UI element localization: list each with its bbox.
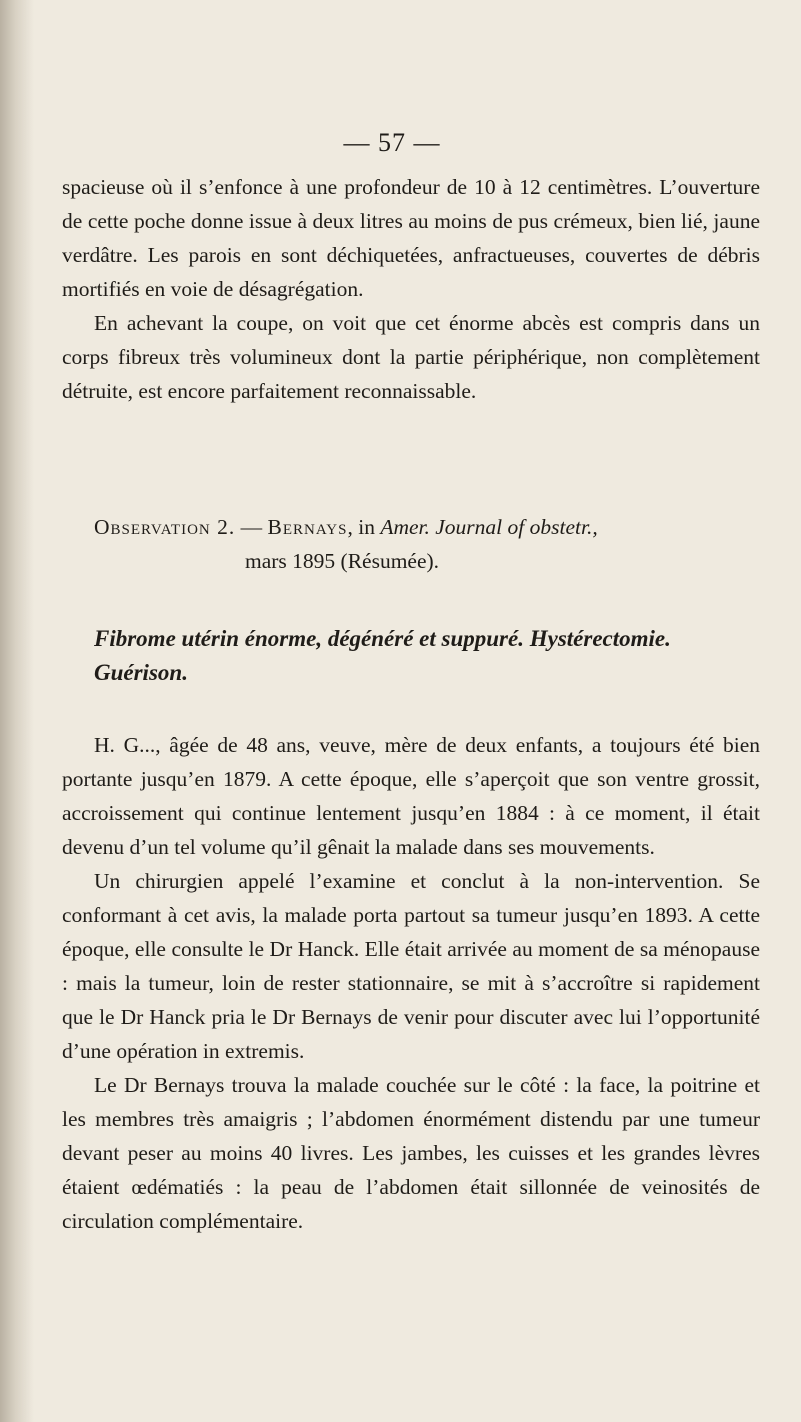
observation-separator: — [240, 515, 263, 539]
observation-journal: Amer. Journal of obstetr., [380, 515, 598, 539]
observation-date: mars 1895 (Résumée). [245, 549, 440, 573]
paragraph-intro-2: En achevant la coupe, on voit que cet énorme abcès est compris dans un corps fibreux très volumineux dont la partie périphérique, non complètement détruite, est encore parfaitement reconnaissable. [62, 311, 760, 403]
observation-author: Bernays [267, 515, 348, 539]
paragraph-case-2: Un chirurgien appelé l’examine et conclut à la non-intervention. Se conformant à cet avis, la malade porta partout sa tumeur jusqu’en 1893. A cette époque, elle consulte le Dr Hanck. Elle était arrivée au moment de sa ménopause : mais la tumeur, loin de rester stationnaire, se mit à s’accroître si rapidement que le Dr Hanck pria le Dr Bernays de venir pour discuter avec lui l’opportunité d’une opération in extremis. [62, 869, 760, 1063]
book-page [62, 0, 762, 1422]
observation-label: Observation 2. [94, 515, 236, 539]
page-edge-shadow [0, 0, 34, 1422]
intro-section [62, 170, 760, 408]
case-section [62, 728, 760, 1238]
paragraph-case-3: Le Dr Bernays trouva la malade couchée sur le côté : la face, la poitrine et les membres très amaigris ; l’abdomen énormément distendu par une tumeur devant peser au moins 40 livres. Les jambes, les cuisses et les grandes lèvres étaient œdématiés : la peau de l’abdomen était sillonnée de veinosités de circulation complémentaire. [62, 1073, 760, 1233]
page-number: — 57 — [343, 128, 441, 157]
case-title: Fibrome utérin énorme, dégénéré et suppuré. Hystérectomie. Guérison. [94, 626, 671, 685]
paragraph-case-1: H. G..., âgée de 48 ans, veuve, mère de deux enfants, a toujours été bien portante jusqu’en 1879. A cette époque, elle s’aperçoit que son ventre grossit, accroissement qui continue lentement jusqu’en 1884 : à ce moment, il était devenu d’un tel volume qu’il gênait la malade dans ses mouvements. [62, 733, 760, 859]
paragraph-intro-1: spacieuse où il s’enfonce à une profondeur de 10 à 12 centimètres. L’ouverture de cette poche donne issue à deux litres au moins de pus crémeux, bien lié, jaune verdâtre. Les parois en sont déchiquetées, anfractueuses, couvertes de débris mortifiés en voie de désagrégation. [62, 175, 760, 301]
observation-reference [94, 510, 754, 578]
observation-preposition: , in [347, 515, 381, 539]
